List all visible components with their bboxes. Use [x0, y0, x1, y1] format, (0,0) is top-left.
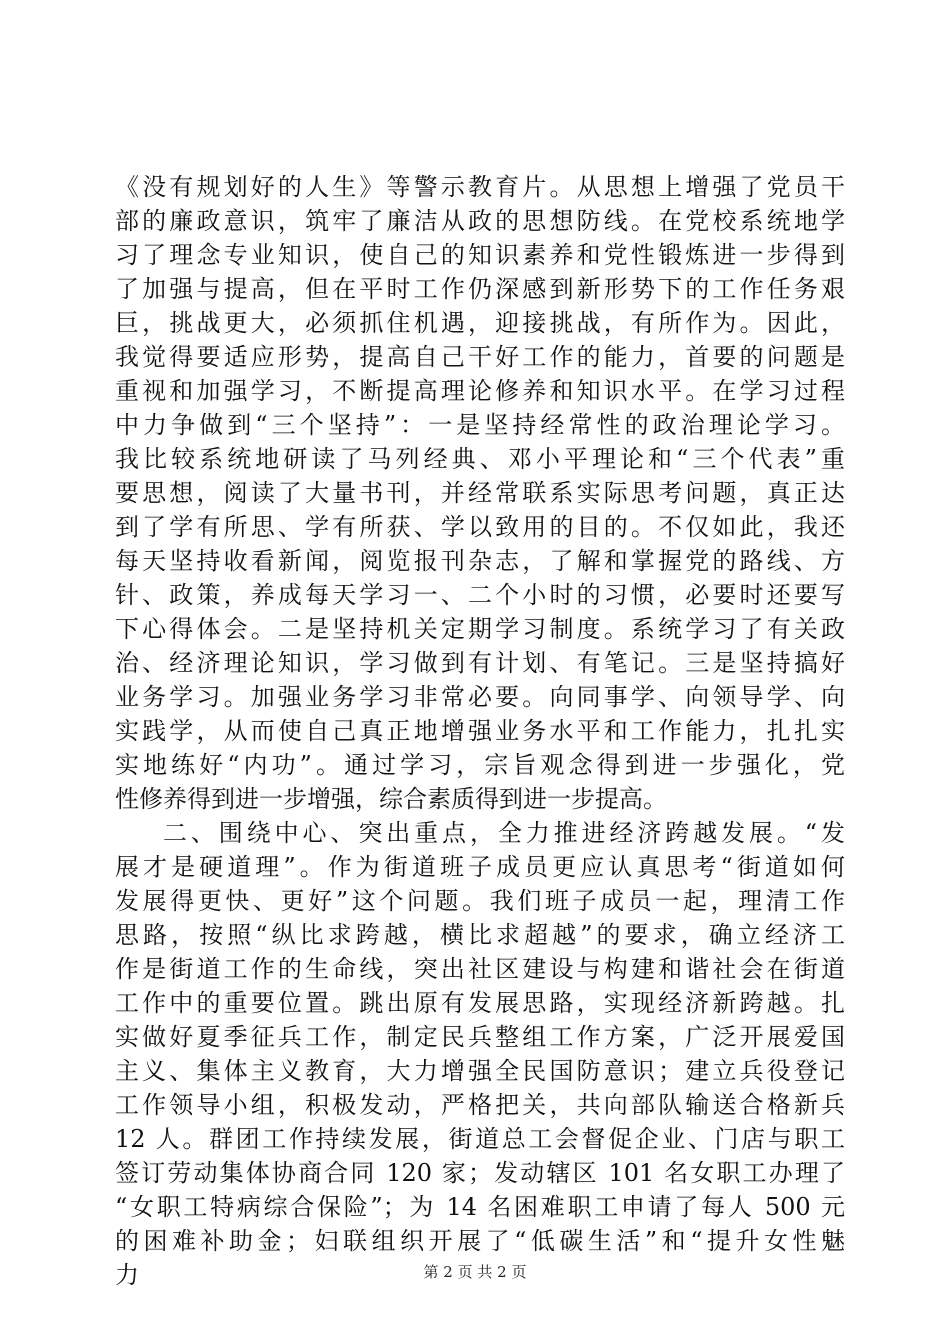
- text-line: 实地练好“内功”。通过学习，宗旨观念得到进一步强化，党: [115, 751, 845, 779]
- text-line: 展才是硬道理”。作为街道班子成员更应认真思考“街道如何: [115, 853, 845, 881]
- text-line: 实做好夏季征兵工作，制定民兵整组工作方案，广泛开展爱国: [115, 1023, 845, 1051]
- text-line: 业务学习。加强业务学习非常必要。向同事学、向领导学、向: [115, 683, 845, 711]
- text-line: “女职工特病综合保险”；为 14 名困难职工申请了每人 500 元: [115, 1193, 845, 1221]
- text-line: 重视和加强学习，不断提高理论修养和知识水平。在学习过程: [115, 377, 845, 405]
- page-number-label: 第 2 页 共 2 页: [423, 1263, 527, 1281]
- text-line: 工作中的重要位置。跳出原有发展思路，实现经济新跨越。扎: [115, 989, 845, 1017]
- text-line: 《没有规划好的人生》等警示教育片。从思想上增强了党员干: [115, 173, 845, 201]
- text-line: 作是街道工作的生命线，突出社区建设与构建和谐社会在街道: [115, 955, 845, 983]
- page-footer: [0, 1262, 950, 1282]
- text-line: 巨，挑战更大，必须抓住机遇，迎接挑战，有所作为。因此，: [115, 309, 845, 337]
- body-text: [115, 170, 845, 1292]
- text-line: 主义、集体主义教育，大力增强全民国防意识；建立兵役登记: [115, 1057, 845, 1085]
- text-line: 性修养得到进一步增强，综合素质得到进一步提高。: [115, 785, 667, 813]
- text-line: 下心得体会。二是坚持机关定期学习制度。系统学习了有关政: [115, 615, 845, 643]
- text-line: 了加强与提高，但在平时工作仍深感到新形势下的工作任务艰: [115, 275, 845, 303]
- text-line: 实践学，从而使自己真正地增强业务水平和工作能力，扎扎实: [115, 717, 845, 745]
- paragraph-start-line: 二、围绕中心、突出重点，全力推进经济跨越发展。“发: [163, 819, 845, 847]
- text-line: 针、政策，养成每天学习一、二个小时的习惯，必要时还要写: [115, 581, 845, 609]
- text-line: 习了理念专业知识，使自己的知识素养和党性锻炼进一步得到: [115, 241, 845, 269]
- text-line: 要思想，阅读了大量书刊，并经常联系实际思考问题，真正达: [115, 479, 845, 507]
- text-line: 部的廉政意识，筑牢了廉洁从政的思想防线。在党校系统地学: [115, 207, 845, 235]
- text-line: 到了学有所思、学有所获、学以致用的目的。不仅如此，我还: [115, 513, 845, 541]
- text-line: 我觉得要适应形势，提高自己干好工作的能力，首要的问题是: [115, 343, 845, 371]
- text-line: 发展得更快、更好”这个问题。我们班子成员一起，理清工作: [115, 887, 845, 915]
- text-line: 力: [115, 1261, 139, 1289]
- text-line: 工作领导小组，积极发动，严格把关，共向部队输送合格新兵: [115, 1091, 845, 1119]
- text-line: 中力争做到“三个坚持”：一是坚持经常性的政治理论学习。: [115, 411, 845, 439]
- text-line: 的困难补助金；妇联组织开展了“低碳生活”和“提升女性魅: [115, 1227, 845, 1255]
- text-line: 12 人。群团工作持续发展，街道总工会督促企业、门店与职工: [115, 1125, 845, 1153]
- text-line: 思路，按照“纵比求跨越，横比求超越”的要求，确立经济工: [115, 921, 845, 949]
- text-line: 治、经济理论知识，学习做到有计划、有笔记。三是坚持搞好: [115, 649, 845, 677]
- text-line: 每天坚持收看新闻，阅览报刊杂志，了解和掌握党的路线、方: [115, 547, 845, 575]
- text-line: 签订劳动集体协商合同 120 家；发动辖区 101 名女职工办理了: [115, 1159, 845, 1187]
- text-line: 我比较系统地研读了马列经典、邓小平理论和“三个代表”重: [115, 445, 845, 473]
